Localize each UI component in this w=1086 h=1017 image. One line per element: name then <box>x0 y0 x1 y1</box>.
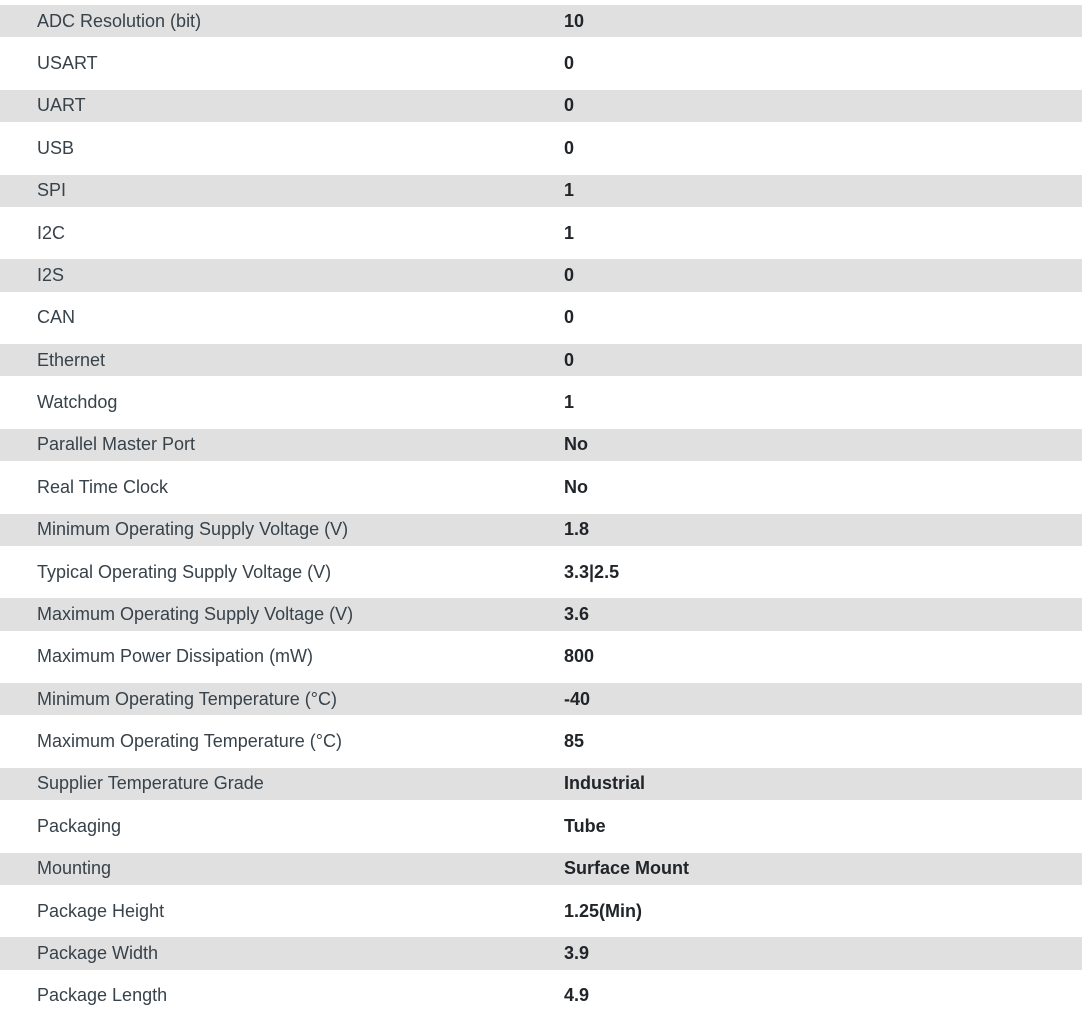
spec-attribute-label: Real Time Clock <box>37 476 169 497</box>
spec-attribute-value: 800 <box>564 646 595 667</box>
spec-attribute-label: Maximum Operating Supply Voltage (V) <box>37 603 354 624</box>
spec-attribute-value: 10 <box>564 10 585 31</box>
spec-row <box>0 551 1082 593</box>
spec-attribute-value: 0 <box>564 307 575 328</box>
spec-attribute-value: 0 <box>564 137 575 158</box>
spec-row <box>0 381 1082 423</box>
spec-attribute-value: 0 <box>564 264 575 285</box>
spec-attribute-value: 1.8 <box>564 519 590 540</box>
spec-row <box>0 339 1082 381</box>
spec-attribute-label: SPI <box>37 180 67 201</box>
spec-attribute-value: 0 <box>564 349 575 370</box>
spec-attribute-value: 1 <box>564 392 575 413</box>
spec-attribute-label: Package Width <box>37 942 159 963</box>
spec-row <box>0 763 1082 805</box>
spec-attribute-value: 4.9 <box>564 985 590 1006</box>
spec-attribute-value: Tube <box>564 815 606 836</box>
spec-row <box>0 636 1082 678</box>
spec-attribute-label: Package Length <box>37 985 168 1006</box>
spec-attribute-label: CAN <box>37 307 76 328</box>
spec-attribute-label: Minimum Operating Supply Voltage (V) <box>37 519 349 540</box>
spec-attribute-label: Maximum Power Dissipation (mW) <box>37 646 314 667</box>
spec-row <box>0 0 1082 42</box>
spec-attribute-label: Maximum Operating Temperature (°C) <box>37 731 342 752</box>
spec-row <box>0 509 1082 551</box>
spec-row <box>0 720 1082 762</box>
spec-attribute-value: Surface Mount <box>564 858 690 879</box>
spec-attribute-value: 0 <box>564 53 575 74</box>
spec-attribute-label: USB <box>37 137 75 158</box>
spec-attribute-label: Ethernet <box>37 349 106 370</box>
spec-attribute-value: 1.25(Min) <box>564 900 643 921</box>
spec-row <box>0 678 1082 720</box>
spec-row <box>0 254 1082 296</box>
spec-row <box>0 42 1082 84</box>
spec-row <box>0 212 1082 254</box>
spec-attribute-label: I2C <box>37 222 66 243</box>
spec-attribute-label: Minimum Operating Temperature (°C) <box>37 688 337 709</box>
spec-attribute-label: Package Height <box>37 900 165 921</box>
spec-row <box>0 424 1082 466</box>
spec-attribute-value: 3.3|2.5 <box>564 561 620 582</box>
spec-attribute-label: Mounting <box>37 858 112 879</box>
spec-attribute-label: Supplier Temperature Grade <box>37 773 264 794</box>
spec-attribute-label: USART <box>37 53 98 74</box>
spec-row <box>0 466 1082 508</box>
spec-row <box>0 848 1082 890</box>
spec-attribute-value: 1 <box>564 180 575 201</box>
spec-row <box>0 593 1082 635</box>
spec-row <box>0 297 1082 339</box>
spec-row <box>0 127 1082 169</box>
spec-attribute-value: No <box>564 434 588 455</box>
spec-attribute-value: 85 <box>564 731 585 752</box>
spec-attribute-value: 1 <box>564 222 575 243</box>
spec-row <box>0 170 1082 212</box>
spec-attribute-value: -40 <box>564 688 591 709</box>
spec-attribute-label: UART <box>37 95 86 116</box>
spec-attribute-value: No <box>564 476 588 497</box>
spec-attribute-label: ADC Resolution (bit) <box>37 10 202 31</box>
spec-attribute-label: Watchdog <box>37 392 118 413</box>
spec-row <box>0 85 1082 127</box>
spec-row <box>0 975 1082 1017</box>
spec-row <box>0 805 1082 847</box>
spec-attribute-value: 3.9 <box>564 942 590 963</box>
spec-row <box>0 890 1082 932</box>
spec-attribute-label: Typical Operating Supply Voltage (V) <box>37 561 332 582</box>
spec-attribute-value: 3.6 <box>564 603 590 624</box>
spec-attribute-label: Parallel Master Port <box>37 434 196 455</box>
spec-attribute-label: Packaging <box>37 815 122 836</box>
spec-attribute-label: I2S <box>37 264 65 285</box>
spec-attribute-value: Industrial <box>564 773 646 794</box>
spec-row <box>0 932 1082 974</box>
spec-attribute-value: 0 <box>564 95 575 116</box>
